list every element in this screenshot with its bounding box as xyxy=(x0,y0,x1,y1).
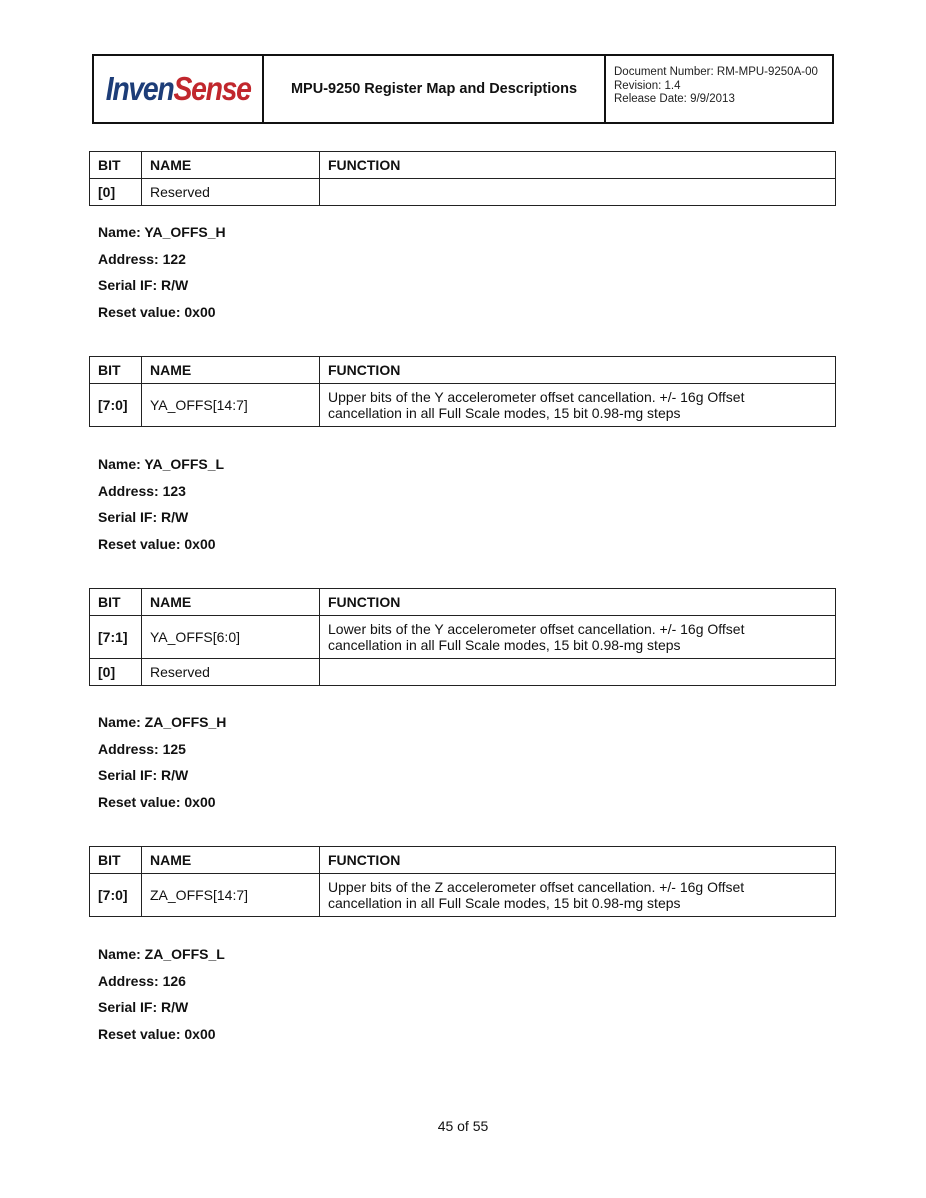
register-name: Name: ZA_OFFS_L xyxy=(98,946,225,962)
function-line: Lower bits of the Y accelerometer offset cancellation. +/- 16g Offset xyxy=(328,621,745,637)
bit-cell: [0] xyxy=(90,659,142,686)
register-table xyxy=(89,151,836,206)
document-meta xyxy=(606,56,832,122)
name-cell: Reserved xyxy=(142,659,320,686)
logo-part-inven: Inven xyxy=(105,70,174,107)
bit-cell: [7:1] xyxy=(90,616,142,659)
table-header-row xyxy=(90,589,836,616)
table-header-row xyxy=(90,152,836,179)
register-serial-if: Serial IF: R/W xyxy=(98,277,189,293)
function-cell xyxy=(320,616,836,659)
function-cell xyxy=(320,874,836,917)
register-info xyxy=(98,714,226,820)
document-number: Document Number: RM-MPU-9250A-00 xyxy=(614,66,818,78)
document-release-date: Release Date: 9/9/2013 xyxy=(614,93,735,105)
register-table xyxy=(89,356,836,427)
column-header-name: NAME xyxy=(142,847,320,874)
register-reset-value: Reset value: 0x00 xyxy=(98,303,216,320)
register-address: Address: 122 xyxy=(98,250,186,267)
function-line: cancellation in all Full Scale modes, 15 bit 0.98-mg steps xyxy=(328,895,681,911)
column-header-bit: BIT xyxy=(90,589,142,616)
register-name: Name: YA_OFFS_L xyxy=(98,456,225,472)
register-serial-if: Serial IF: R/W xyxy=(98,999,189,1015)
register-table xyxy=(89,846,836,917)
page-number: 45 of 55 xyxy=(437,1118,489,1134)
table-row xyxy=(90,616,836,659)
function-cell xyxy=(320,179,836,206)
name-cell: ZA_OFFS[14:7] xyxy=(142,874,320,917)
invensense-logo xyxy=(106,70,251,108)
register-info xyxy=(98,946,225,1052)
document-revision: Revision: 1.4 xyxy=(614,79,681,92)
register-address: Address: 125 xyxy=(98,740,186,757)
register-reset-value: Reset value: 0x00 xyxy=(98,793,216,810)
column-header-name: NAME xyxy=(142,152,320,179)
register-address: Address: 126 xyxy=(98,972,186,989)
column-header-bit: BIT xyxy=(90,152,142,179)
table-row xyxy=(90,179,836,206)
function-line: cancellation in all Full Scale modes, 15 bit 0.98-mg steps xyxy=(328,637,681,653)
register-info xyxy=(98,456,224,562)
column-header-name: NAME xyxy=(142,357,320,384)
register-serial-if: Serial IF: R/W xyxy=(98,767,189,783)
column-header-function: FUNCTION xyxy=(320,357,836,384)
register-reset-value: Reset value: 0x00 xyxy=(98,535,216,552)
function-cell xyxy=(320,659,836,686)
register-reset-value: Reset value: 0x00 xyxy=(98,1025,216,1042)
register-address: Address: 123 xyxy=(98,482,186,499)
name-cell: YA_OFFS[14:7] xyxy=(142,384,320,427)
document-title: MPU-9250 Register Map and Descriptions xyxy=(264,56,606,122)
bit-cell: [7:0] xyxy=(90,384,142,427)
column-header-function: FUNCTION xyxy=(320,847,836,874)
table-row xyxy=(90,384,836,427)
register-table xyxy=(89,588,836,686)
register-serial-if: Serial IF: R/W xyxy=(98,509,189,525)
logo-cell xyxy=(94,56,264,122)
bit-cell: [7:0] xyxy=(90,874,142,917)
function-line: cancellation in all Full Scale modes, 15 bit 0.98-mg steps xyxy=(328,405,681,421)
table-header-row xyxy=(90,847,836,874)
register-info xyxy=(98,224,226,330)
table-header-row xyxy=(90,357,836,384)
column-header-bit: BIT xyxy=(90,847,142,874)
table-row xyxy=(90,874,836,917)
function-line: Upper bits of the Y accelerometer offset cancellation. +/- 16g Offset xyxy=(328,389,745,405)
column-header-bit: BIT xyxy=(90,357,142,384)
bit-cell: [0] xyxy=(90,179,142,206)
column-header-function: FUNCTION xyxy=(320,152,836,179)
column-header-function: FUNCTION xyxy=(320,589,836,616)
document-header xyxy=(92,54,834,124)
name-cell: Reserved xyxy=(142,179,320,206)
table-row xyxy=(90,659,836,686)
name-cell: YA_OFFS[6:0] xyxy=(142,616,320,659)
register-name: Name: ZA_OFFS_H xyxy=(98,714,227,730)
function-line: Upper bits of the Z accelerometer offset cancellation. +/- 16g Offset xyxy=(328,879,745,895)
column-header-name: NAME xyxy=(142,589,320,616)
register-name: Name: YA_OFFS_H xyxy=(98,224,226,240)
function-cell xyxy=(320,384,836,427)
logo-part-sense: Sense xyxy=(173,70,251,107)
